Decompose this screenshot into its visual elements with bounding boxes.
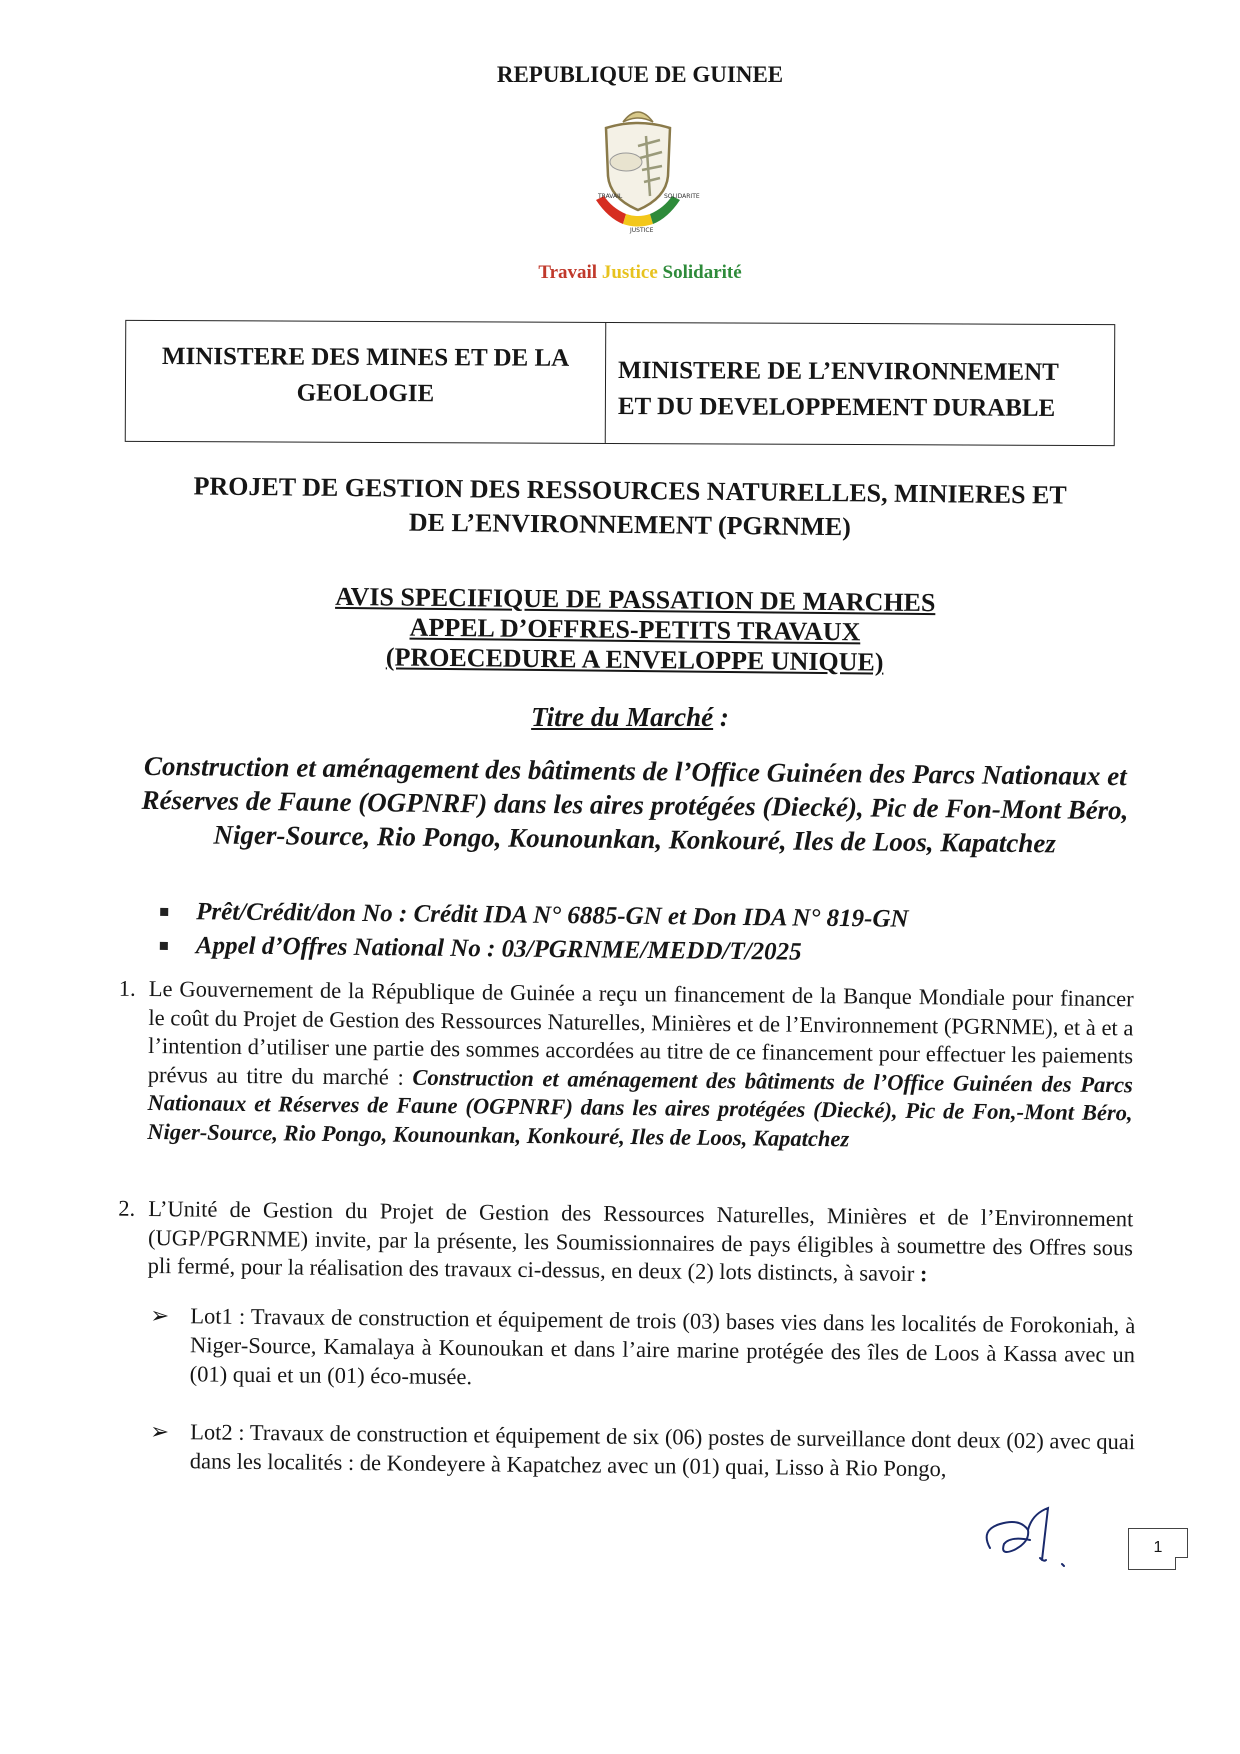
arrow-bullet-icon: ➢ xyxy=(150,1302,170,1329)
paragraph-2 xyxy=(118,1195,1134,1291)
emblem-word-solidarite: SOLIDARITE xyxy=(664,193,700,200)
reference-tender-number: Appel d’Offres National No : 03/PGRNME/MEDD/T/2025 xyxy=(160,929,1140,973)
page-number: 1 xyxy=(1128,1528,1188,1570)
ministry-mines: MINISTERE DES MINES ET DE LA GEOLOGIE xyxy=(126,321,607,443)
arrow-bullet-icon: ➢ xyxy=(150,1418,170,1445)
market-description: Construction et aménagement des bâtiments de l’Office Guinéen des Parcs Nationaux et Réserves de Faune (OGPNRF) dans les aires protégées (Diecké), Pic de Fon-Mont Béro, Niger-Source, Rio Pongo, Kounounkan, Konkouré, Iles de Loos, Kapatchez xyxy=(141,750,1129,859)
lot-1 xyxy=(150,1301,1136,1398)
emblem-word-justice: JUSTICE xyxy=(630,227,654,234)
republic-heading: REPUBLIQUE DE GUINEE xyxy=(496,62,784,87)
market-title-label-text: Titre du Marché xyxy=(531,702,714,732)
signature-mark xyxy=(970,1500,1090,1580)
lot-1-text: Lot1 : Travaux de construction et équipement de trois (03) bases vies dans les localités de Forokoniah, à Niger-Source, Kamalaya à Kounoukan et dans l’aire marine protégée des îles de Loos à Kassa avec un (01) quai et un (01) éco-musée. xyxy=(189,1303,1136,1390)
lot-2 xyxy=(150,1417,1136,1485)
project-title-line1: PROJET DE GESTION DES RESSOURCES NATURELLES, MINIERES ET xyxy=(193,471,1067,510)
notice-line1: AVIS SPECIFIQUE DE PASSATION DE MARCHES xyxy=(335,581,936,618)
motto-solidarite: Solidarité xyxy=(662,262,742,283)
reference-credit: Prêt/Crédit/don No : Crédit IDA N° 6885-GN et Don IDA N° 819-GN xyxy=(160,895,1140,939)
market-title-colon: : xyxy=(713,702,729,732)
paragraph-1-text: Le Gouvernement de la République de Guinée a reçu un financement de la Banque Mondiale pour financer le coût du Projet de Gestion des Ressources Naturelles, Minières et de l’Environnement (PGRNME), et à et a l’intention d’utiliser une partie des sommes accordées au titre de ce financement pour effectuer les paiements prévus au titre du marché : xyxy=(147,976,1134,1090)
project-title-line2: DE L’ENVIRONNEMENT (PGRNME) xyxy=(408,507,851,542)
ministry-environment xyxy=(606,323,1115,445)
paragraph-2-colon: : xyxy=(919,1261,928,1287)
project-title xyxy=(110,469,1151,548)
emblem-band-yellow xyxy=(623,214,653,227)
motto-justice: Justice xyxy=(601,262,658,283)
notice-title xyxy=(250,581,1021,679)
paragraph-2-text: L’Unité de Gestion du Projet de Gestion des Ressources Naturelles, Minières et de l’Environnement (UGP/PGRNME) invite, par la présente, les Soumissionnaires de pays éligibles à soumettre des Offres sous pli fermé, pour la réalisation des travaux ci-dessus, en deux (2) lots distincts, à savoir xyxy=(147,1196,1134,1287)
paragraph-1 xyxy=(117,975,1134,1157)
ministry-environment-line1: MINISTERE DE L’ENVIRONNEMENT xyxy=(617,356,1059,386)
notice-line3: (PROECEDURE A ENVELOPPE UNIQUE) xyxy=(385,642,884,677)
notice-line2: APPEL D’OFFRES-PETITS TRAVAUX xyxy=(409,612,861,647)
market-title-label xyxy=(0,702,1240,733)
lot-2-text: Lot2 : Travaux de construction et équipement de six (06) postes de surveillance dont deux (02) avec quai dans les localités : de Kondeyere à Kapatchez avec un (01) quai, Lisso à Rio Pongo, xyxy=(189,1419,1136,1482)
national-motto xyxy=(0,262,1240,284)
ministries-table xyxy=(125,320,1116,446)
reference-list xyxy=(160,895,1141,973)
motto-travail: Travail xyxy=(538,262,598,283)
paragraph-1-number: 1. xyxy=(118,975,136,1001)
emblem-word-travail: TRAVAIL xyxy=(598,193,623,200)
paragraph-2-number: 2. xyxy=(118,1195,136,1221)
paragraph-1-emphasis: Construction et aménagement des bâtiments de l’Office Guinéen des Parcs Nationaux et Réserves de Faune (OGPNRF) dans les aires protégées (Diecké), Pic de Fon,-Mont Béro, Niger-Source, Rio Pongo, Kounounkan, Konkouré, Iles de Loos, Kapatchez xyxy=(147,1064,1133,1151)
emblem-crest xyxy=(623,112,653,122)
coat-of-arms-emblem xyxy=(568,100,708,236)
ministry-environment-line2: ET DU DEVELOPPEMENT DURABLE xyxy=(617,392,1056,422)
